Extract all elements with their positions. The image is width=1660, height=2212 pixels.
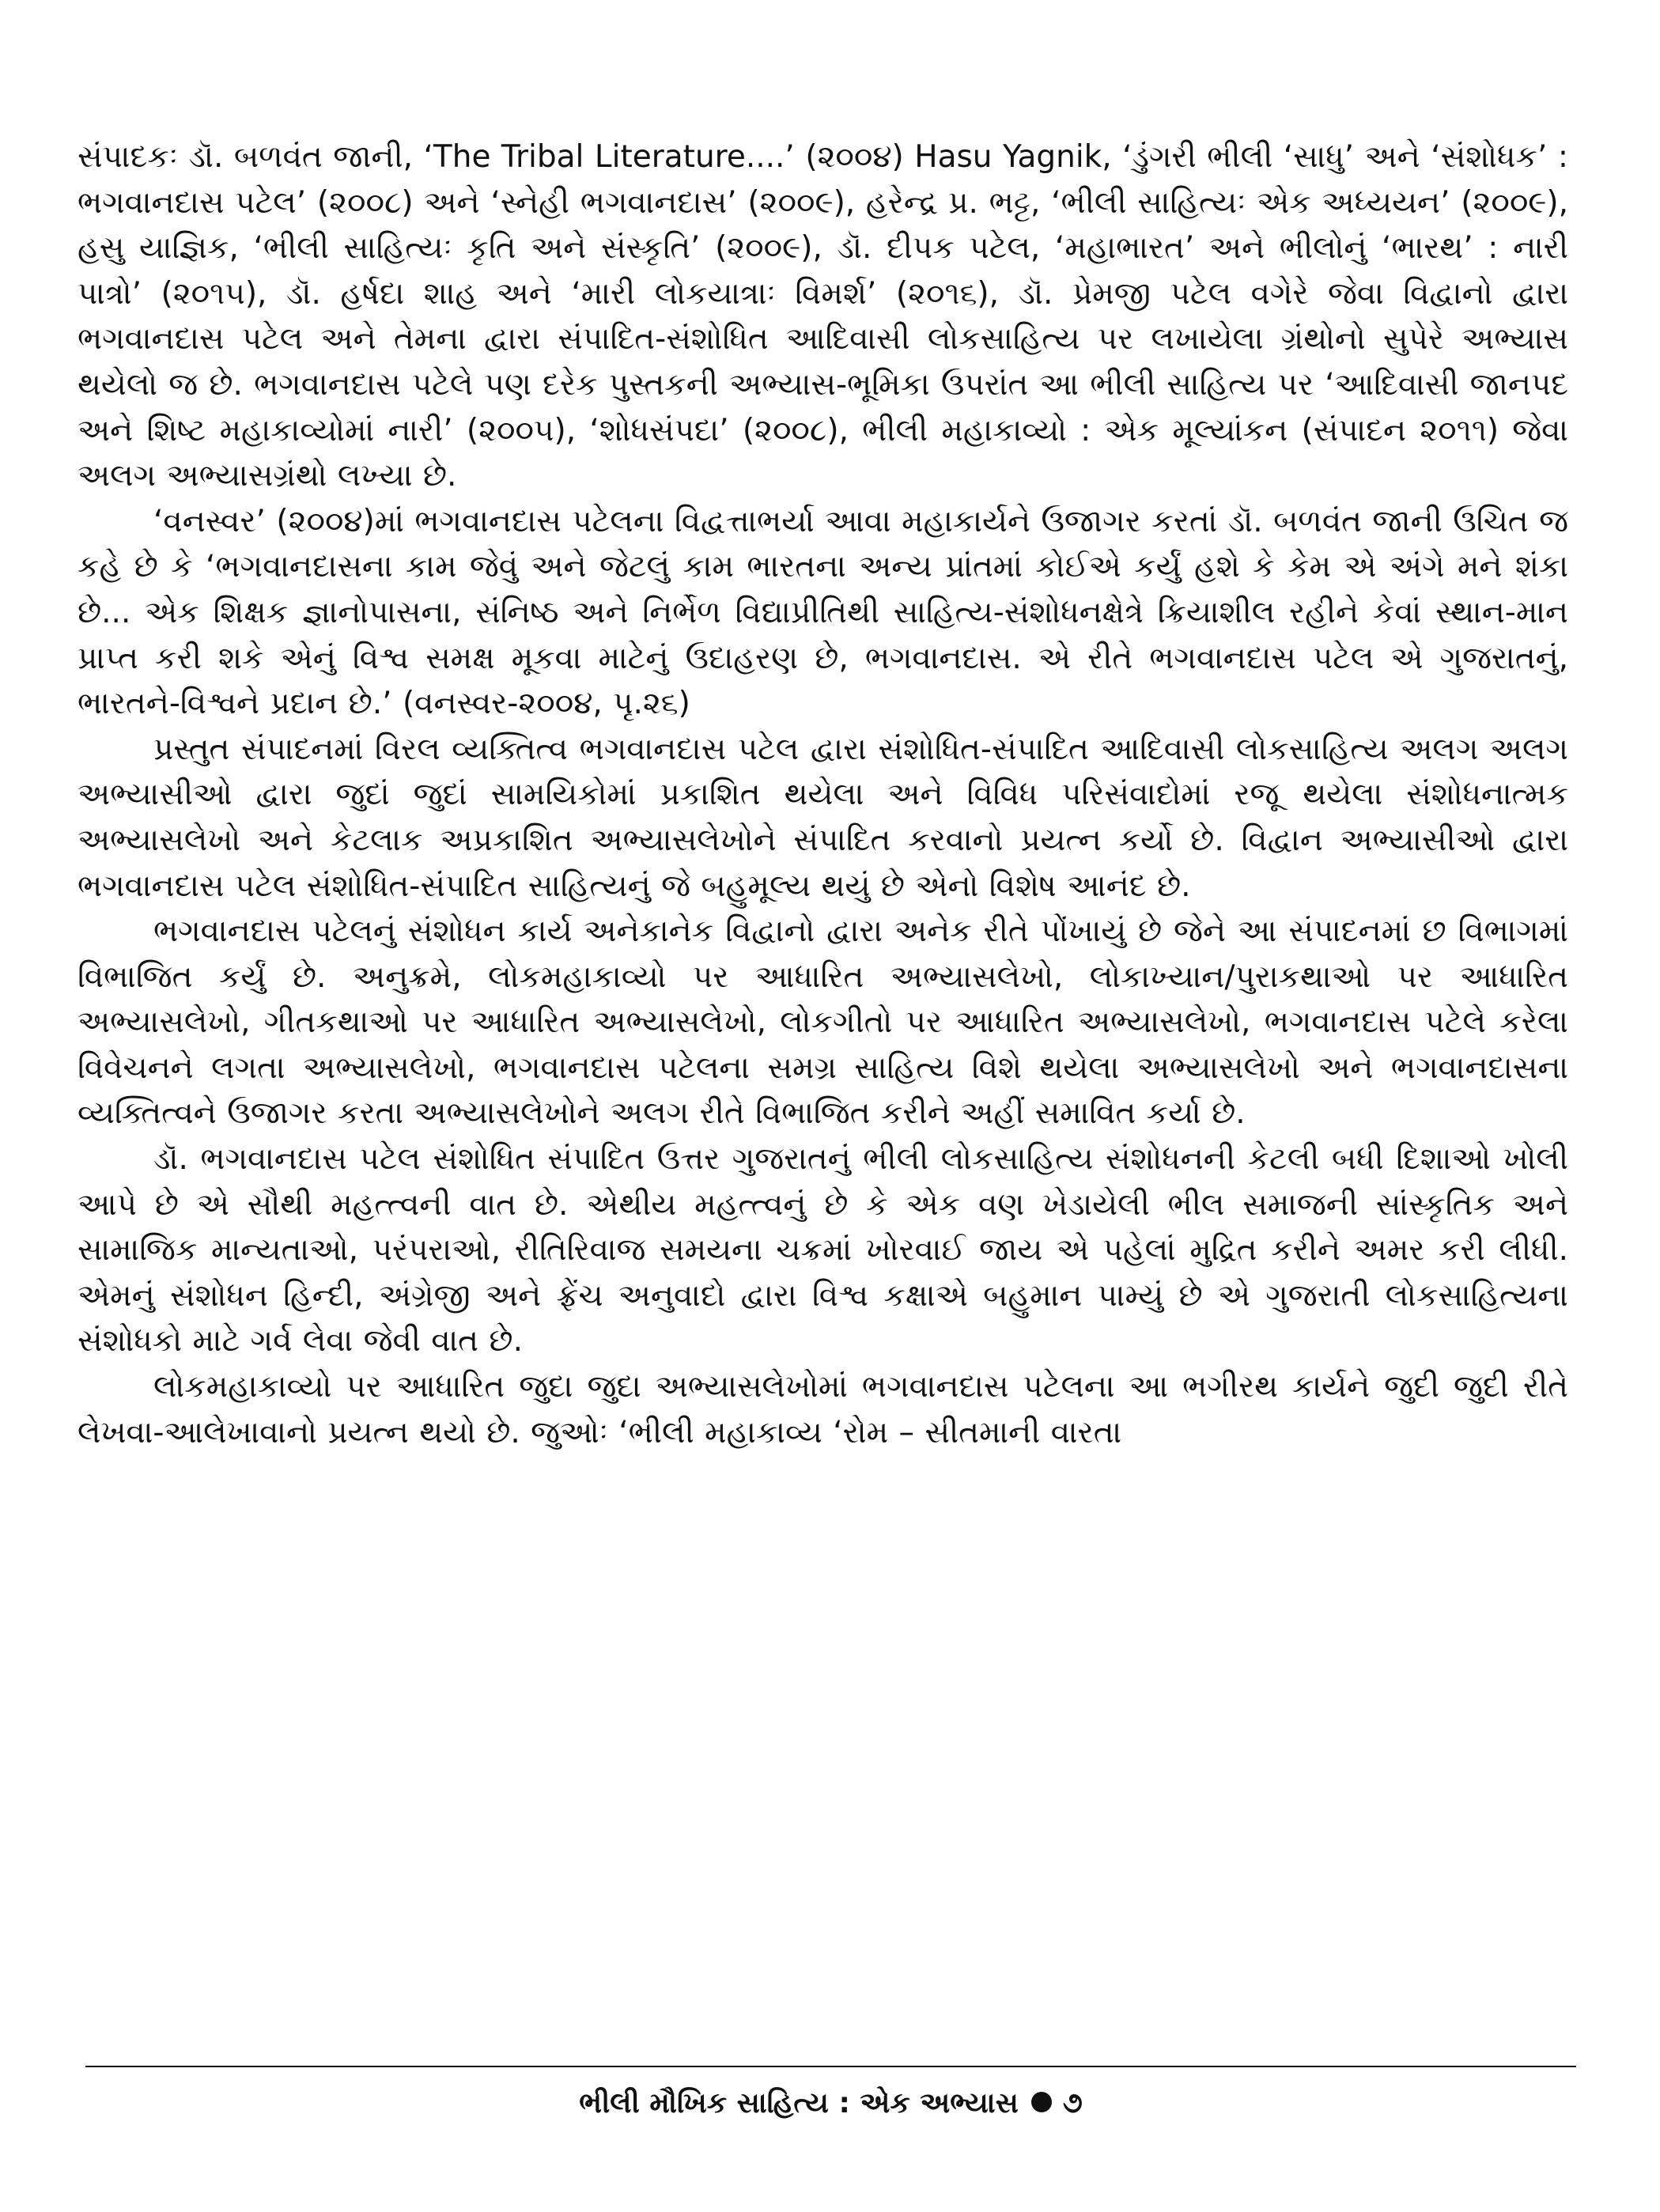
- page-body: [78, 134, 1568, 2135]
- paragraph-1: સંપાદકઃ ડૉ. બળવંત જાની, ‘The Tribal Literature....’ (૨૦૦૪) Hasu Yagnik, ‘ડુંગરી ભીલી ‘સાધુ’ અને ‘સંશોધક’ : ભગવાનદાસ પટેલ’ (૨૦૦૮) અને ‘સ્નેહી ભગવાનદાસ’ (૨૦૦૯), હરેન્દ્ર પ્ર. ભટ્ટ, ‘ભીલી સાહિત્યઃ એક અધ્યયન’ (૨૦૦૯), હસુ યાજ્ઞિક, ‘ભીલી સાહિત્યઃ કૃતિ અને સંસ્કૃતિ’ (૨૦૦૯), ડૉ. દીપક પટેલ, ‘મહાભારત’ અને ભીલોનું ‘ભારથ’ : નારી પાત્રો’ (૨૦૧૫), ડૉ. હર્ષદા શાહ અને ‘મારી લોકયાત્રાઃ વિમર્શ’ (૨૦૧૬), ડૉ. પ્રેમજી પટેલ વગેરે જેવા વિદ્વાનો દ્વારા ભગવાનદાસ પટેલ અને તેમના દ્વારા સંપાદિત-સંશોધિત આદિવાસી લોકસાહિત્ય પર લખાયેલા ગ્રંથોનો સુપેરે અભ્યાસ થયેલો જ છે. ભગવાનદાસ પટેલે પણ દરેક પુસ્તકની અભ્યાસ-ભૂમિકા ઉપરાંત આ ભીલી સાહિત્ય પર ‘આદિવાસી જાનપદ અને શિષ્ટ મહાકાવ્યોમાં નારી’ (૨૦૦૫), ‘શોધસંપદા’ (૨૦૦૮), ભીલી મહાકાવ્યો : એક મૂલ્યાંકન (સંપાદન ૨૦૧૧) જેવા અલગ અભ્યાસગ્રંથો લખ્યા છે.: [78, 139, 1568, 494]
- footer-rule: [85, 2066, 1576, 2067]
- text-column: [78, 134, 1568, 1455]
- paragraph-2: ‘વનસ્વર’ (૨૦૦૪)માં ભગવાનદાસ પટેલના વિદ્વત્તાભર્યા આવા મહાકાર્યને ઉજાગર કરતાં ડૉ. બળવંત જાની ઉચિત જ કહે છે કે ‘ભગવાનદાસના કામ જેવું અને જેટલું કામ ભારતના અન્ય પ્રાંતમાં કોઈએ કર્યું હશે કે કેમ એ અંગે મને શંકા છે... એક શિક્ષક જ્ઞાનોપાસના, સંનિષ્ઠ અને નિર્ભેળ વિદ્યાપ્રીતિથી સાહિત્ય-સંશોધનક્ષેત્રે ક્રિયાશીલ રહીને કેવાં સ્થાન-માન પ્રાપ્ત કરી શકે એનું વિશ્વ સમક્ષ મૂકવા માટેનું ઉદાહરણ છે, ભગવાનદાસ. એ રીતે ભગવાનદાસ પટેલ એ ગુજરાતનું, ભારતને-વિશ્વને પ્રદાન છે.’ (વનસ્વર-૨૦૦૪, પૃ.૨૬): [78, 503, 1568, 722]
- paragraph-6: લોકમહાકાવ્યો પર આધારિત જુદા જુદા અભ્યાસલેખોમાં ભગવાનદાસ પટેલના આ ભગીરથ કાર્યને જુદી જુદી રીતે લેખવા-આલેખાવાનો પ્રયત્ન થયો છે. જુઓઃ ‘ભીલી મહાકાવ્ય ‘રોમ – સીતમાની વારતા: [78, 1369, 1568, 1450]
- paragraph-4: ભગવાનદાસ પટેલનું સંશોધન કાર્ય અનેકાનેક વિદ્વાનો દ્વારા અનેક રીતે પોંખાયું છે જેને આ સંપાદનમાં છ વિભાગમાં વિભાજિત કર્યું છે. અનુક્રમે, લોકમહાકાવ્યો પર આધારિત અભ્યાસલેખો, લોકાખ્યાન/પુરાકથાઓ પર આધારિત અભ્યાસલેખો, ગીતકથાઓ પર આધારિત અભ્યાસલેખો, લોકગીતો પર આધારિત અભ્યાસલેખો, ભગવાનદાસ પટેલે કરેલા વિવેચનને લગતા અભ્યાસલેખો, ભગવાનદાસ પટેલના સમગ્ર સાહિત્ય વિશે થયેલા અભ્યાસલેખો અને ભગવાનદાસના વ્યક્તિત્વને ઉજાગર કરતા અભ્યાસલેખોને અલગ રીતે વિભાજિત કરીને અહીં સમાવિત કર્યા છે.: [78, 913, 1568, 1132]
- page-number: ૭: [1062, 2087, 1083, 2119]
- footer-title: ભીલી મૌખિક સાહિત્ય : એક અભ્યાસ: [579, 2087, 1019, 2119]
- paragraph-3: પ્રસ્તુત સંપાદનમાં વિરલ વ્યક્તિત્વ ભગવાનદાસ પટેલ દ્વારા સંશોધિત-સંપાદિત આદિવાસી લોકસાહિત્ય અલગ અલગ અભ્યાસીઓ દ્વારા જુદાં જુદાં સામયિકોમાં પ્રકાશિત થયેલા અને વિવિધ પરિસંવાદોમાં રજૂ થયેલા સંશોધનાત્મક અભ્યાસલેખો અને કેટલાક અપ્રકાશિત અભ્યાસલેખોને સંપાદિત કરવાનો પ્રયત્ન કર્યો છે. વિદ્વાન અભ્યાસીઓ દ્વારા ભગવાનદાસ પટેલ સંશોધિત-સંપાદિત સાહિત્યનું જે બહુમૂલ્ય થયું છે એનો વિશેષ આનંદ છે.: [78, 731, 1568, 904]
- paragraph-5: ડૉ. ભગવાનદાસ પટેલ સંશોધિત સંપાદિત ઉત્તર ગુજરાતનું ભીલી લોકસાહિત્ય સંશોધનની કેટલી બધી દિશાઓ ખોલી આપે છે એ સૌથી મહત્ત્વની વાત છે. એથીય મહત્ત્વનું છે કે એક વણ ખેડાયેલી ભીલ સમાજની સાંસ્કૃતિક અને સામાજિક માન્યતાઓ, પરંપરાઓ, રીતિરિવાજ સમયના ચક્રમાં ખોરવાઈ જાય એ પહેલાં મુદ્રિત કરીને અમર કરી લીધી. એમનું સંશોધન હિન્દી, અંગ્રેજી અને ફ્રેંચ અનુવાદો દ્વારા વિશ્વ કક્ષાએ બહુમાન પામ્યું છે એ ગુજરાતી લોકસાહિત્યના સંશોધકો માટે ગર્વ લેવા જેવી વાત છે.: [78, 1141, 1568, 1359]
- bullet-icon: [1031, 2092, 1052, 2112]
- page-footer: [85, 2080, 1576, 2127]
